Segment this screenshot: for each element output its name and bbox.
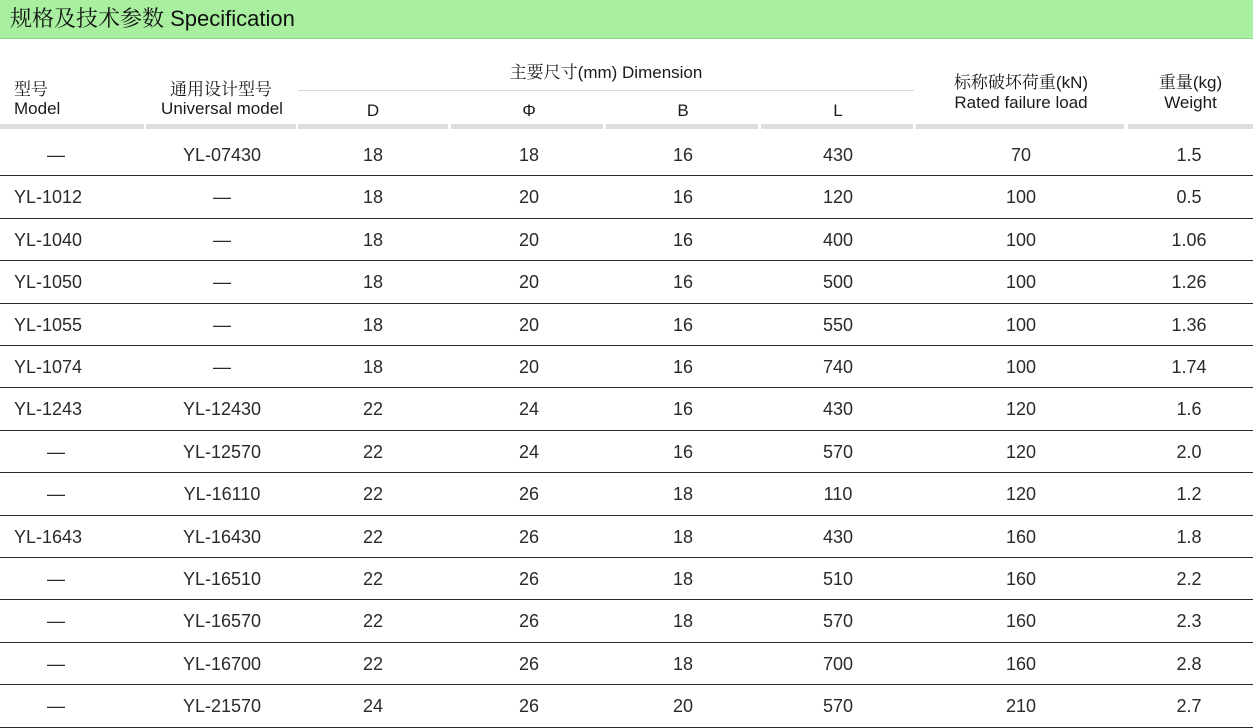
table-cell-r0-c0: — [47,145,65,165]
table-cell-r8-c4: 18 [672,484,694,505]
table-cell-r8-c6: 120 [1005,484,1037,505]
row-divider [0,515,1253,516]
table-cell-r2-c2: 18 [362,229,384,250]
header-model-en: Model [14,99,61,118]
table-cell-r2-c1: — [213,229,231,250]
table-cell-r9-c6: 160 [1005,526,1037,547]
table-cell-r10-c6: 160 [1005,569,1037,589]
header-bar-3 [451,124,603,129]
table-cell-r4-c4: 16 [672,314,694,335]
header-load-en: Rated failure load [954,93,1088,112]
table-cell-r7-c1: YL-12570 [182,441,262,462]
table-cell-r5-c4: 16 [672,357,694,377]
table-cell-r10-c0: — [47,569,65,589]
table-cell-r10-c5: 510 [822,569,854,589]
header-bar-4 [606,124,758,129]
table-cell-r4-c7: 1.36 [1171,314,1207,335]
row-divider [0,387,1253,388]
table-cell-r1-c3: 20 [518,187,540,208]
row-divider [0,642,1253,643]
table-cell-r8-c7: 1.2 [1176,484,1202,505]
table-cell-r11-c6: 160 [1005,611,1037,632]
table-cell-r10-c4: 18 [672,569,694,589]
table-cell-r11-c2: 22 [362,611,384,632]
table-cell-r9-c1: YL-16430 [182,526,262,547]
table-cell-r4-c1: — [213,314,231,335]
table-cell-r13-c1: YL-21570 [182,696,262,717]
table-cell-r6-c6: 120 [1005,399,1037,420]
header-weight-cn: 重量(kg) [1158,73,1223,92]
table-cell-r9-c4: 18 [672,526,694,547]
table-cell-r7-c5: 570 [822,441,854,462]
header-universal-en: Universal model [161,99,283,118]
table-cell-r4-c6: 100 [1005,314,1037,335]
page-title: 规格及技术参数 Specification [10,6,295,31]
table-cell-r1-c7: 0.5 [1176,187,1202,208]
row-divider [0,345,1253,346]
table-cell-r8-c1: YL-16110 [183,484,261,505]
table-cell-r9-c0: YL-1643 [14,526,83,547]
table-cell-r0-c3: 18 [518,145,540,165]
table-cell-r12-c5: 700 [822,653,854,674]
table-cell-r2-c5: 400 [822,229,854,250]
table-cell-r0-c5: 430 [822,145,854,165]
table-cell-r10-c1: YL-16510 [182,569,262,589]
subheader-0: D [366,101,380,120]
table-cell-r5-c2: 18 [362,357,384,377]
table-cell-r13-c5: 570 [822,696,854,717]
table-cell-r2-c4: 16 [672,229,694,250]
table-cell-r5-c5: 740 [822,357,854,377]
row-divider [0,260,1253,261]
header-model-cn: 型号 [14,80,48,99]
header-weight-en: Weight [1164,93,1217,112]
table-cell-r0-c7: 1.5 [1176,145,1202,165]
table-cell-r7-c0: — [47,441,65,462]
table-cell-r8-c5: 110 [823,484,853,505]
table-cell-r1-c6: 100 [1005,187,1037,208]
table-cell-r9-c3: 26 [518,526,540,547]
title-bar [0,0,1253,39]
table-cell-r1-c1: — [213,187,231,208]
table-cell-r2-c0: YL-1040 [14,229,83,250]
row-divider [0,599,1253,600]
table-cell-r4-c3: 20 [518,314,540,335]
table-cell-r5-c7: 1.74 [1171,357,1207,377]
row-divider [0,557,1253,558]
table-cell-r8-c0: — [47,484,65,505]
table-cell-r10-c3: 26 [518,569,540,589]
table-cell-r13-c7: 2.7 [1176,696,1202,717]
table-cell-r2-c7: 1.06 [1171,229,1207,250]
header-bar-7 [1128,124,1253,129]
subheader-2: B [677,101,689,120]
table-cell-r11-c0: — [47,611,65,632]
table-cell-r7-c6: 120 [1005,441,1037,462]
table-cell-r4-c5: 550 [822,314,854,335]
table-cell-r11-c3: 26 [518,611,540,632]
table-cell-r13-c4: 20 [672,696,694,717]
table-cell-r3-c1: — [213,272,231,293]
table-cell-r13-c0: — [47,696,65,717]
table-cell-r6-c3: 24 [518,399,540,420]
header-dimension: 主要尺寸(mm) Dimension [509,63,703,82]
row-divider [0,472,1253,473]
table-cell-r8-c2: 22 [362,484,384,505]
table-cell-r2-c6: 100 [1005,229,1037,250]
header-load-cn: 标称破坏荷重(kN) [953,73,1089,92]
row-divider [0,303,1253,304]
table-cell-r13-c2: 24 [362,696,384,717]
header-bar-5 [761,124,913,129]
table-cell-r1-c4: 16 [672,187,694,208]
table-cell-r9-c7: 1.8 [1176,526,1202,547]
table-cell-r9-c2: 22 [362,526,384,547]
table-cell-r6-c2: 22 [362,399,384,420]
table-cell-r4-c0: YL-1055 [14,314,83,335]
table-cell-r7-c4: 16 [672,441,694,462]
subheader-3: L [833,101,843,120]
table-cell-r11-c5: 570 [822,611,854,632]
table-cell-r12-c3: 26 [518,653,540,674]
table-cell-r12-c0: — [47,653,65,674]
table-cell-r12-c7: 2.8 [1176,653,1202,674]
table-cell-r7-c2: 22 [362,441,384,462]
table-cell-r11-c4: 18 [672,611,694,632]
table-cell-r3-c4: 16 [672,272,694,293]
table-cell-r5-c1: — [213,357,231,377]
table-cell-r13-c6: 210 [1005,696,1037,717]
table-cell-r0-c2: 18 [362,145,384,165]
table-cell-r11-c7: 2.3 [1176,611,1202,632]
table-cell-r12-c2: 22 [362,653,384,674]
table-cell-r3-c2: 18 [362,272,384,293]
table-cell-r6-c7: 1.6 [1176,399,1202,420]
row-divider [0,684,1253,685]
header-bar-6 [916,124,1124,129]
row-divider [0,430,1253,431]
header-bar-0 [0,124,144,129]
table-cell-r7-c3: 24 [518,441,540,462]
table-cell-r0-c4: 16 [672,145,694,165]
table-cell-r4-c2: 18 [362,314,384,335]
table-cell-r3-c3: 20 [518,272,540,293]
header-universal-cn: 通用设计型号 [170,80,272,99]
table-cell-r6-c0: YL-1243 [14,399,83,420]
table-cell-r6-c1: YL-12430 [182,399,262,420]
table-cell-r0-c6: 70 [1010,145,1032,165]
table-cell-r3-c6: 100 [1005,272,1037,293]
table-cell-r10-c2: 22 [362,569,384,589]
table-cell-r5-c6: 100 [1005,357,1037,377]
table-cell-r13-c3: 26 [518,696,540,717]
row-divider [0,175,1253,176]
row-divider [0,218,1253,219]
table-cell-r1-c5: 120 [822,187,854,208]
table-cell-r5-c0: YL-1074 [14,357,83,377]
table-cell-r6-c5: 430 [822,399,854,420]
table-cell-r1-c0: YL-1012 [14,187,83,208]
table-cell-r6-c4: 16 [672,399,694,420]
subheader-1: Φ [522,101,536,120]
table-cell-r0-c1: YL-07430 [182,145,262,165]
table-cell-r8-c3: 26 [518,484,540,505]
table-cell-r9-c5: 430 [822,526,854,547]
table-cell-r10-c7: 2.2 [1176,569,1202,589]
table-cell-r5-c3: 20 [518,357,540,377]
dimension-divider [298,90,914,91]
table-cell-r3-c5: 500 [822,272,854,293]
table-cell-r3-c7: 1.26 [1171,272,1207,293]
header-bar-1 [146,124,296,129]
table-cell-r12-c4: 18 [672,653,694,674]
table-cell-r12-c6: 160 [1005,653,1037,674]
table-cell-r3-c0: YL-1050 [14,272,83,293]
table-cell-r2-c3: 20 [518,229,540,250]
table-cell-r12-c1: YL-16700 [182,653,262,674]
header-bar-2 [298,124,448,129]
table-cell-r11-c1: YL-16570 [182,611,262,632]
table-cell-r7-c7: 2.0 [1176,441,1202,462]
table-cell-r1-c2: 18 [362,187,384,208]
